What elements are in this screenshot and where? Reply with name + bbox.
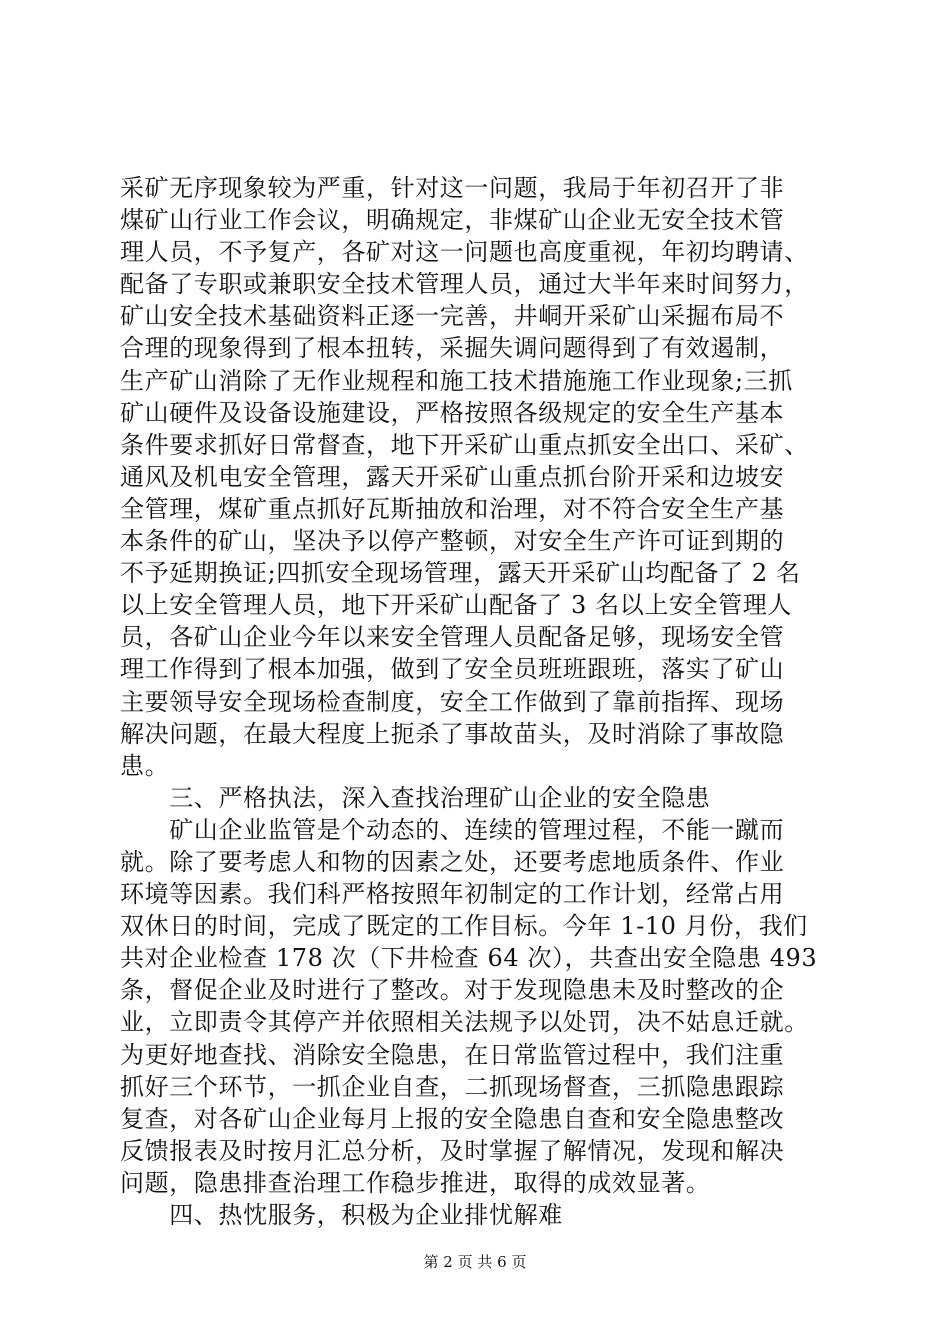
text-line: 为更好地查找、消除安全隐患，在日常监管过程中，我们注重 (120, 1040, 785, 1069)
text-line: 以上安全管理人员，地下开采矿山配备了 3 名以上安全管理人 (120, 591, 792, 620)
text-line: 采矿无序现象较为严重，针对这一问题，我局于年初召开了非 (120, 174, 785, 202)
text-line: 员，各矿山企业今年以来安全管理人员配备足够，现场安全管 (120, 623, 785, 652)
text-line: 矿山企业监管是个动态的、连续的管理过程，不能一蹴而 (120, 815, 785, 844)
text-line: 复查，对各矿山企业每月上报的安全隐患自查和安全隐患整改 (120, 1104, 785, 1133)
text-line: 不予延期换证;四抓安全现场管理，露天开采矿山均配备了 2 名 (120, 559, 801, 588)
text-line: 条，督促企业及时进行了整改。对于发现隐患未及时整改的企 (120, 976, 785, 1005)
page-number-footer: 第 2 页 共 6 页 (423, 1253, 527, 1271)
text-line: 条件要求抓好日常督查，地下开采矿山重点抓安全出口、采矿、 (120, 430, 809, 459)
text-line: 双休日的时间，完成了既定的工作目标。今年 1-10 月份，我们 (120, 912, 808, 941)
text-line: 抓好三个环节，一抓企业自查，二抓现场督查，三抓隐患跟踪 (120, 1072, 785, 1101)
section-heading: 四、热忱服务，积极为企业排忧解难 (120, 1201, 563, 1229)
text-line: 环境等因素。我们科严格按照年初制定的工作计划，经常占用 (120, 880, 785, 909)
body-text (120, 172, 840, 1231)
section-heading: 三、严格执法，深入查找治理矿山企业的安全隐患 (120, 783, 711, 812)
text-line: 本条件的矿山，坚决予以停产整顿，对安全生产许可证到期的 (120, 527, 785, 556)
text-line: 矿山安全技术基础资料正逐一完善，井峒开采矿山采掘布局不 (120, 302, 785, 331)
text-line: 煤矿山行业工作会议，明确规定，非煤矿山企业无安全技术管 (120, 206, 785, 235)
text-line: 全管理，煤矿重点抓好瓦斯抽放和治理，对不符合安全生产基 (120, 494, 785, 523)
text-line: 问题，隐患排查治理工作稳步推进，取得的成效显著。 (120, 1168, 711, 1197)
text-line: 主要领导安全现场检查制度，安全工作做到了靠前指挥、现场 (120, 687, 785, 716)
text-line: 就。除了要考虑人和物的因素之处，还要考虑地质条件、作业 (120, 847, 785, 876)
text-line: 共对企业检查 178 次（下井检查 64 次），共查出安全隐患 493 (120, 944, 818, 973)
text-line: 通风及机电安全管理，露天开采矿山重点抓台阶开采和边坡安 (120, 462, 785, 491)
text-line: 合理的现象得到了根本扭转，采掘失调问题得到了有效遏制， (120, 334, 785, 363)
text-line: 业，立即责令其停产并依照相关法规予以处罚，决不姑息迁就。 (120, 1008, 809, 1037)
text-line: 患。 (120, 751, 170, 780)
text-line: 矿山硬件及设备设施建设，严格按照各级规定的安全生产基本 (120, 398, 785, 427)
text-line: 理工作得到了根本加强，做到了安全员班班跟班，落实了矿山 (120, 655, 785, 684)
text-line: 解决问题，在最大程度上扼杀了事故苗头，及时消除了事故隐 (120, 719, 785, 748)
text-line: 生产矿山消除了无作业规程和施工技术措施施工作业现象;三抓 (120, 366, 793, 395)
text-line: 配备了专职或兼职安全技术管理人员，通过大半年来时间努力， (120, 270, 809, 299)
text-line: 理人员，不予复产，各矿对这一问题也高度重视，年初均聘请、 (120, 238, 809, 267)
text-line: 反馈报表及时按月汇总分析，及时掌握了解情况，发现和解决 (120, 1136, 785, 1165)
